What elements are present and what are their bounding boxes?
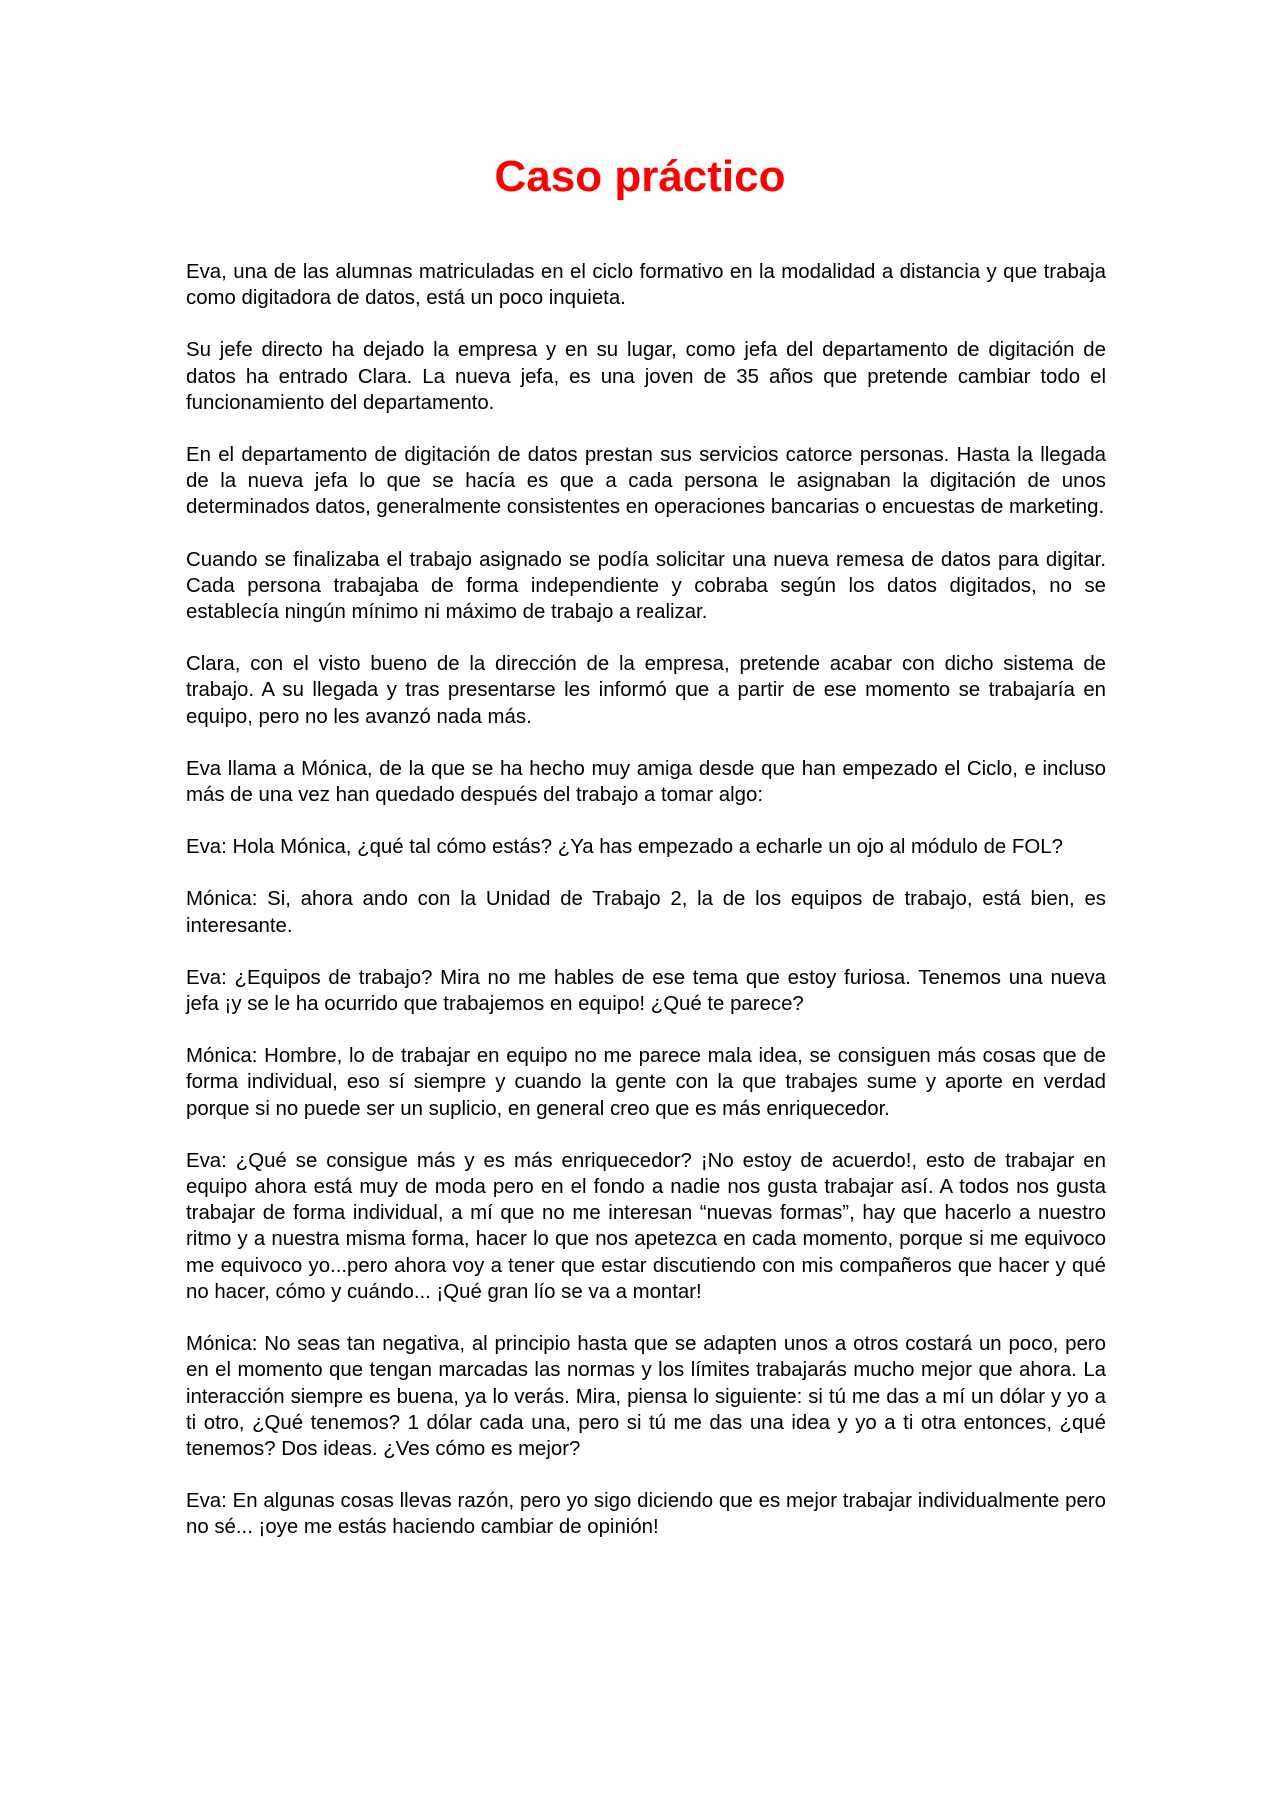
paragraph-clara-change: Clara, con el visto bueno de la dirección de la empresa, pretende acabar con dicho sistema de trabajo. A su llegada y tras presentarse les informó que a partir de ese momento se trabajaría en equipo, pero no les avanzó nada más. <box>186 653 1106 728</box>
dialogue-eva-1: Eva: Hola Mónica, ¿qué tal cómo estás? ¿Ya has empezado a echarle un ojo al módulo de FOL? <box>186 836 1063 859</box>
document-body <box>186 259 1106 1567</box>
dialogue-eva-4: Eva: En algunas cosas llevas razón, pero yo sigo diciendo que es mejor trabajar individualmente pero no sé... ¡oye me estás haciendo cambiar de opinión! <box>186 1490 1106 1539</box>
paragraph-department: En el departamento de digitación de datos prestan sus servicios catorce personas. Hasta la llegada de la nueva jefa lo que se hacía es que a cada persona le asignaban la digitación de unos determinados datos, generalmente consistentes en operaciones bancarias o encuestas de marketing. <box>186 444 1106 519</box>
dialogue-monica-2: Mónica: Hombre, lo de trabajar en equipo no me parece mala idea, se consiguen más cosas que de forma individual, eso sí siempre y cuando la gente con la que trabajes sume y aporte en verdad porque si no puede ser un suplicio, en general creo que es más enriquecedor. <box>186 1045 1106 1120</box>
paragraph-phone-call: Eva llama a Mónica, de la que se ha hecho muy amiga desde que han empezado el Ciclo, e incluso más de una vez han quedado después del trabajo a tomar algo: <box>186 757 1106 807</box>
dialogue-eva-2: Eva: ¿Equipos de trabajo? Mira no me hables de ese tema que estoy furiosa. Tenemos una nueva jefa ¡y se le ha ocurrido que trabajemos en equipo! ¿Qué te parece? <box>186 966 1106 1016</box>
paragraph-work-system: Cuando se finalizaba el trabajo asignado se podía solicitar una nueva remesa de datos para digitar. Cada persona trabajaba de forma independiente y cobraba según los datos digitados, no se establecía ningún mínimo ni máximo de trabajo a realizar. <box>186 548 1106 624</box>
dialogue-monica-1: Mónica: Si, ahora ando con la Unidad de Trabajo 2, la de los equipos de trabajo, está bien, es interesante. <box>186 888 1106 937</box>
dialogue-monica-3: Mónica: No seas tan negativa, al principio hasta que se adapten unos a otros costará un poco, pero en el momento que tengan marcadas las normas y los límites trabajarás mucho mejor que ahora. La interacción siempre es buena, ya lo verás. Mira, piensa lo siguiente: si tú me das a mí un dólar y yo a ti otro, ¿Qué tenemos? 1 dólar cada una, pero si tú me das una idea y yo a ti otra entonces, ¿qué tenemos? Dos ideas. ¿Ves cómo es mejor? <box>186 1333 1106 1460</box>
paragraph-new-boss: Su jefe directo ha dejado la empresa y en su lugar, como jefa del departamento de digitación de datos ha entrado Clara. La nueva jefa, es una joven de 35 años que pretende cambiar todo el funcionamiento del departamento. <box>186 339 1106 414</box>
paragraph-intro: Eva, una de las alumnas matriculadas en el ciclo formativo en la modalidad a distancia y que trabaja como digitadora de datos, está un poco inquieta. <box>186 261 1106 310</box>
dialogue-eva-3: Eva: ¿Qué se consigue más y es más enriquecedor? ¡No estoy de acuerdo!, esto de trabajar en equipo ahora está muy de moda pero en el fondo a nadie nos gusta trabajar así. A todos nos gusta trabajar de forma individual, a mí que no me interesan “nuevas formas”, hay que hacerlo a nuestro ritmo y a nuestra misma forma, hacer lo que nos apetezca en cada momento, porque si me equivoco me equivoco yo...pero ahora voy a tener que estar discutiendo con mis compañeros que hacer y qué no hacer, cómo y cuándo... ¡Qué gran lío se va a montar! <box>186 1149 1106 1303</box>
page-title: Caso práctico <box>494 152 786 201</box>
